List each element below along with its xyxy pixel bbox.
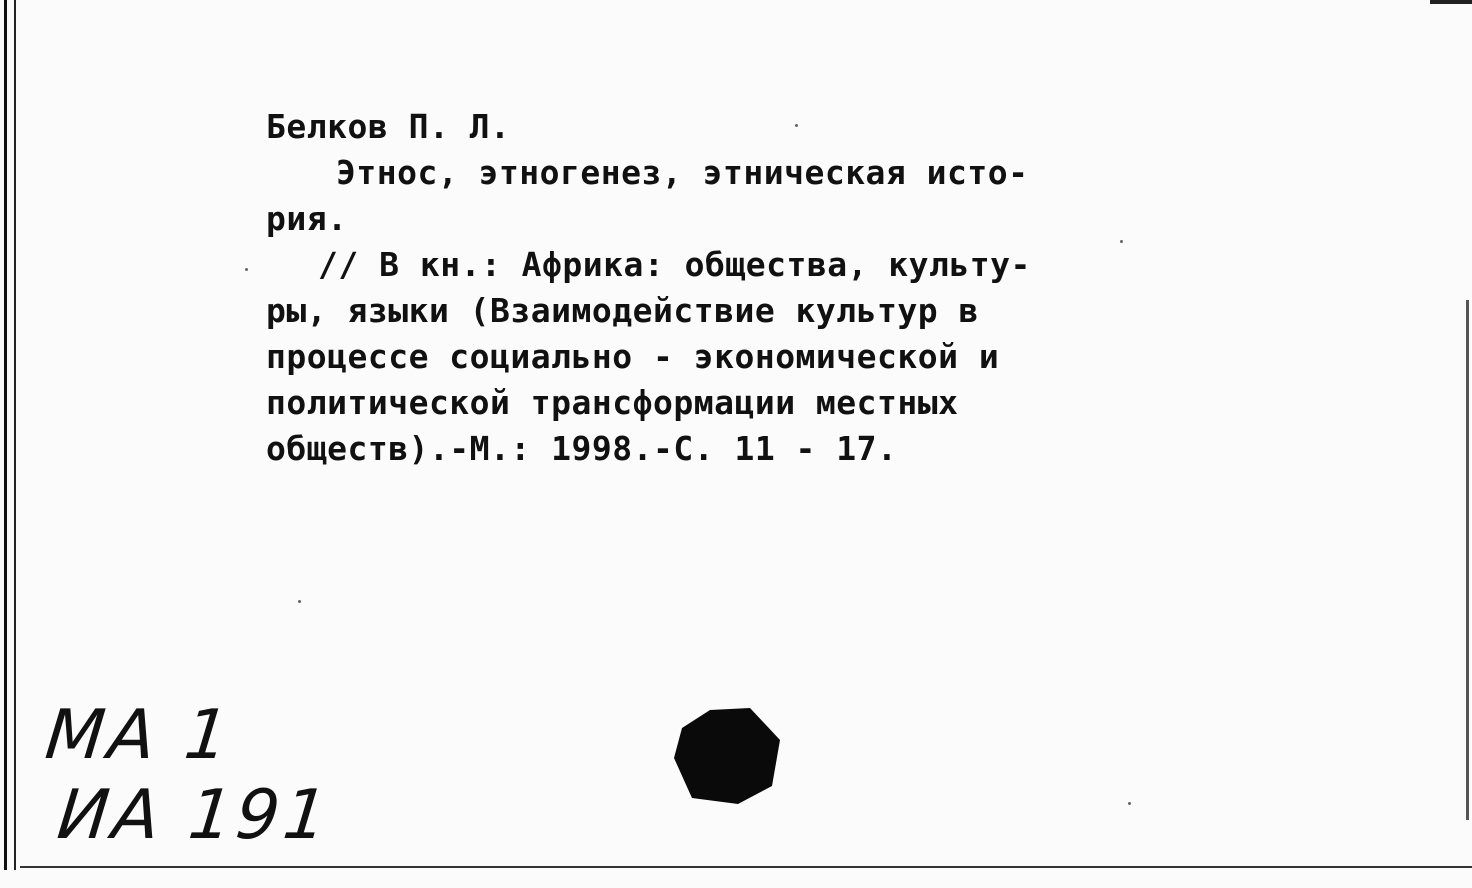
bibliographic-entry: [266, 104, 1166, 472]
source-line-4: политической трансформации местных: [266, 383, 959, 422]
punch-hole: [672, 706, 784, 806]
shelfmark-handwritten-2: ИА 191: [53, 776, 335, 855]
source-line-3: процессе социально - экономической и: [266, 337, 1000, 376]
title-line-1: Этнос, этногенез, этническая исто-: [336, 153, 1029, 192]
card-top-right-edge: [1430, 0, 1472, 4]
speck: [298, 600, 301, 603]
card-bottom-border: [20, 866, 1472, 868]
speck: [1128, 802, 1131, 805]
card-right-border: [1466, 300, 1469, 820]
source-line-1: // В кн.: Африка: общества, культу-: [318, 245, 1031, 284]
speck: [795, 124, 798, 127]
author-line: Белков П. Л.: [266, 107, 511, 146]
card-left-border-inner: [14, 0, 16, 870]
card-left-border: [4, 0, 7, 870]
speck: [245, 268, 248, 271]
speck: [1120, 240, 1123, 243]
title-line-2: рия.: [266, 199, 348, 238]
shelfmark-handwritten-1: МА 1: [41, 696, 237, 775]
source-line-2: ры, языки (Взаимодействие культур в: [266, 291, 979, 330]
imprint-line: обществ).-М.: 1998.-С. 11 - 17.: [266, 429, 898, 468]
